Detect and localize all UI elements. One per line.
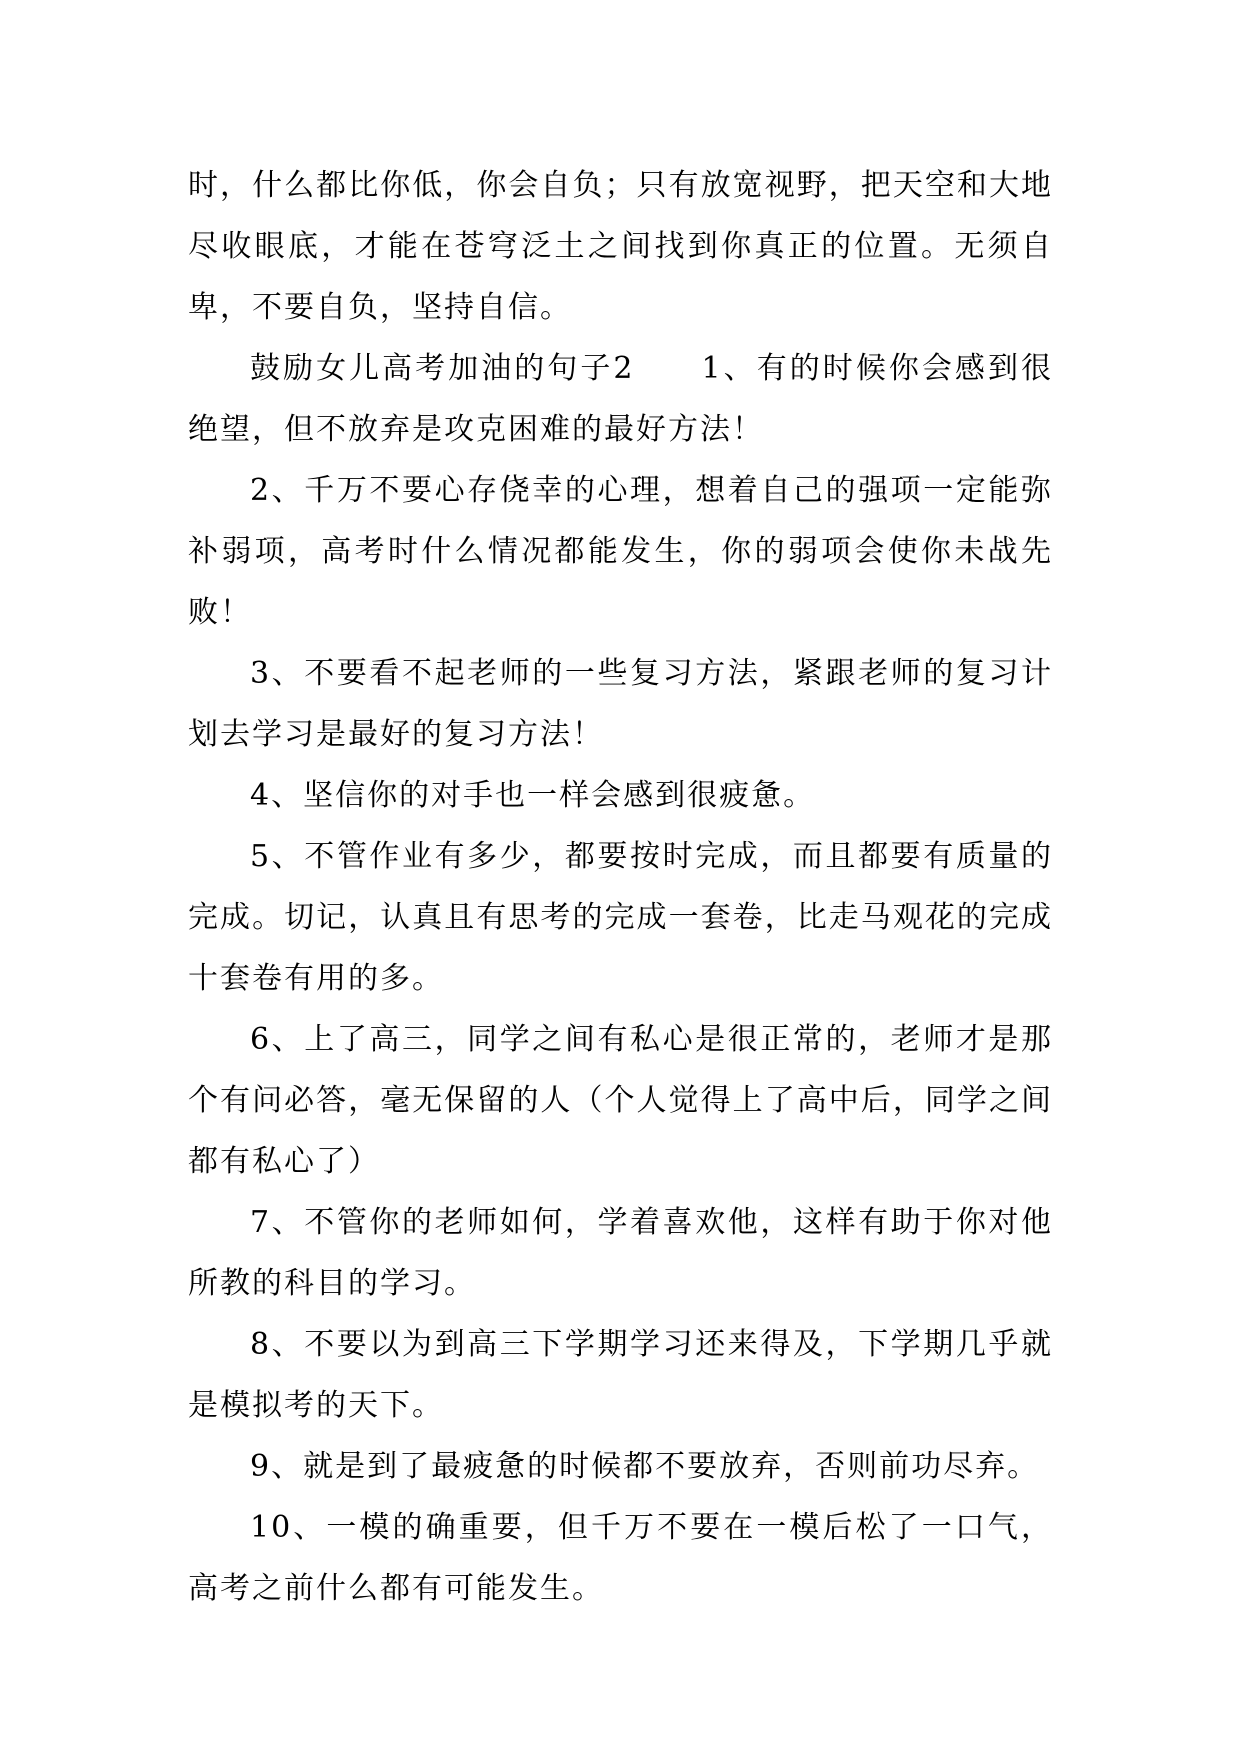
document-body: [188, 155, 1053, 1619]
paragraph-tip-8: 8、不要以为到高三下学期学习还来得及，下学期几乎就是模拟考的天下。: [188, 1327, 1053, 1423]
paragraph-tip-6: 6、上了高三，同学之间有私心是很正常的，老师才是那个有问必答，毫无保留的人（个人觉得上了高中后，同学之间都有私心了）: [188, 1022, 1053, 1179]
paragraph-tip-3: 3、不要看不起老师的一些复习方法，紧跟老师的复习计划去学习是最好的复习方法！: [188, 656, 1053, 752]
paragraph-tip-4: 4、坚信你的对手也一样会感到很疲惫。: [250, 778, 816, 813]
paragraph-heading-tip-1: 鼓励女儿高考加油的句子2 1、有的时候你会感到很绝望，但不放弃是攻克困难的最好方法！: [188, 351, 1053, 447]
paragraph-tip-2: 2、千万不要心存侥幸的心理，想着自己的强项一定能弥补弱项，高考时什么情况都能发生，你的弱项会使你未战先败！: [188, 473, 1053, 630]
paragraph-tip-9: 9、就是到了最疲惫的时候都不要放弃，否则前功尽弃。: [250, 1449, 1040, 1484]
paragraph-tip-7: 7、不管你的老师如何，学着喜欢他，这样有助于你对他所教的科目的学习。: [188, 1205, 1053, 1301]
paragraph-tip-10: 10、一模的确重要，但千万不要在一模后松了一口气，高考之前什么都有可能发生。: [188, 1510, 1053, 1606]
paragraph-tip-5: 5、不管作业有多少，都要按时完成，而且都要有质量的完成。切记，认真且有思考的完成一套卷，比走马观花的完成十套卷有用的多。: [188, 839, 1053, 996]
paragraph-continuation: 时，什么都比你低，你会自负；只有放宽视野，把天空和大地尽收眼底，才能在苍穹泛土之间找到你真正的位置。无须自卑，不要自负，坚持自信。: [188, 168, 1053, 325]
